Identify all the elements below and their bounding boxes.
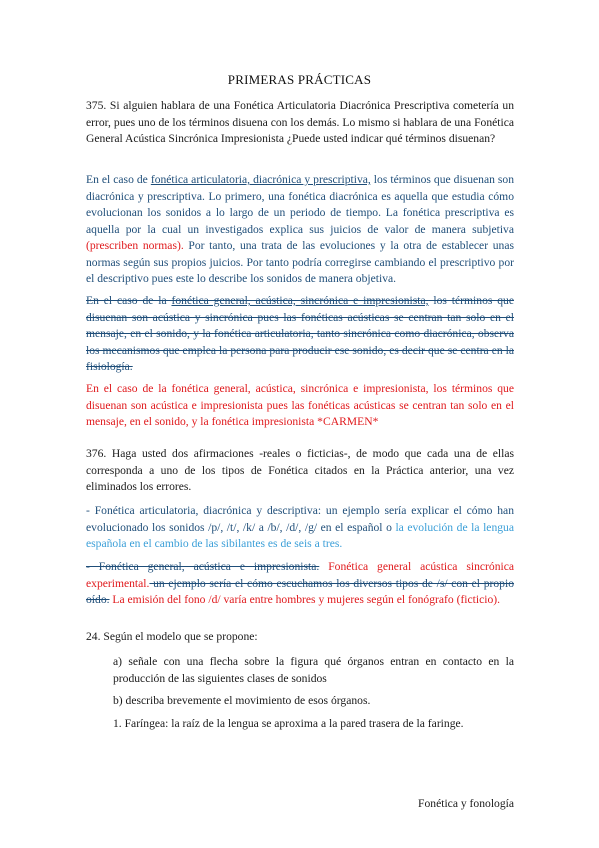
page-title: PRIMERAS PRÁCTICAS bbox=[227, 72, 372, 87]
question-24-b-text: b) describa brevemente el movimiento de esos órganos. bbox=[113, 694, 371, 707]
answer-articulatoria-lead: En el caso de bbox=[86, 173, 151, 186]
question-375 bbox=[86, 98, 514, 148]
question-24-a-text: a) señale con una flecha sobre la figura qué órganos entran en contacto en la producción de las siguientes clases de sonidos bbox=[113, 655, 514, 685]
example-general bbox=[86, 559, 514, 609]
example-general-corrected-title: Fonética general acústica sincrónica experimental. bbox=[86, 560, 514, 590]
answer-general-corrected bbox=[86, 381, 514, 431]
answer-articulatoria bbox=[86, 172, 514, 288]
question-376-text: 376. Haga usted dos afirmaciones -reales o ficticias-, de modo que cada una de ellas corresponda a uno de los tipos de Fonética citados en la Práctica anterior, una vez eliminados los errores. bbox=[86, 447, 514, 493]
question-24-item-1-text: 1. Faríngea: la raíz de la lengua se aproxima a la pared trasera de la faringe. bbox=[113, 717, 464, 730]
answer-general-struck-terms: fonética general, acústica, sincrónica e impresionista, bbox=[171, 294, 429, 307]
answer-articulatoria-red-note: (prescriben normas). bbox=[86, 239, 184, 252]
answer-articulatoria-body: los términos que disuenan son diacrónica y prescriptiva. Lo primero, una fonética diacrónica es aquella que estudia cómo evolucionan los sonidos a lo largo de un periodo de tiempo. La fonética prescriptiva es aquella por la cual un investigados explica sus juicios de valor de manera subjetiva bbox=[86, 173, 514, 236]
answer-general-struck bbox=[86, 293, 514, 376]
question-24 bbox=[86, 629, 514, 646]
answer-general-struck-lead: En el caso de la bbox=[86, 294, 172, 307]
answer-articulatoria-tail: Por tanto, una trata de las evoluciones y la otra de establecer unas normas según sus propios juicios. Por tanto podría corregirse cambiando el prescriptivo por el descriptivo pues este lo describe los sonidos de manera objetiva. bbox=[86, 239, 514, 285]
question-375-text: 375. Si alguien hablara de una Fonética Articulatoria Diacrónica Prescriptiva cometería un error, pues uno de los términos disuena con los demás. Lo mismo si hablara de una Fonética General Acústica Sincrónica Impresionista ¿Puede usted indicar qué términos disuenan? bbox=[86, 99, 514, 145]
example-general-struck-title: - Fonética general, acústica e impresionista. bbox=[86, 560, 320, 573]
answer-general-corrected-text: En el caso de la fonética general, acústica, sincrónica e impresionista, los términos que disuenan son acústica e impresionista pues las fonéticas acústicas se centran tan solo en el mensaje, en el sonido, y la fonética impresionista *CARMEN* bbox=[86, 382, 514, 428]
page-footer: Fonética y fonología bbox=[418, 797, 514, 810]
question-24-a bbox=[113, 654, 514, 687]
answer-general-struck-body: los términos que disuenan son acústica y sincrónica pues las fonéticas acústicas se centran tan solo en el mensaje, en el sonido, y la fonética articulatoria, tanto sincrónica como diacrónica, observa los mecanismos que emplea la persona para producir ese sonido, es decir que se centra en la fisiología. bbox=[86, 294, 514, 373]
example-general-corrected-example: La emisión del fono /d/ varía entre hombres y mujeres según el fonógrafo (ficticio). bbox=[109, 593, 501, 606]
question-24-text: 24. Según el modelo que se propone: bbox=[86, 630, 258, 643]
example-articulatoria-blue: - Fonética articulatoria, diacrónica y descriptiva: un ejemplo sería explicar el cómo han evolucionado los sonidos /p/, /t/, /k/ a /b/, /d/, /g/ en el español o bbox=[86, 504, 514, 534]
question-376 bbox=[86, 446, 514, 496]
answer-articulatoria-terms: fonética articulatoria, diacrónica y prescriptiva, bbox=[150, 173, 371, 186]
example-articulatoria bbox=[86, 503, 514, 553]
example-general-struck-example: un ejemplo sería el cómo escuchamos los diversos tipos de /s/ con el propio oído. bbox=[86, 576, 514, 606]
question-24-b bbox=[113, 693, 514, 710]
example-articulatoria-lightblue: la evolución de la lengua española en el cambio de las sibilantes es de seis a tres. bbox=[86, 520, 514, 550]
question-24-item-1 bbox=[113, 716, 514, 733]
